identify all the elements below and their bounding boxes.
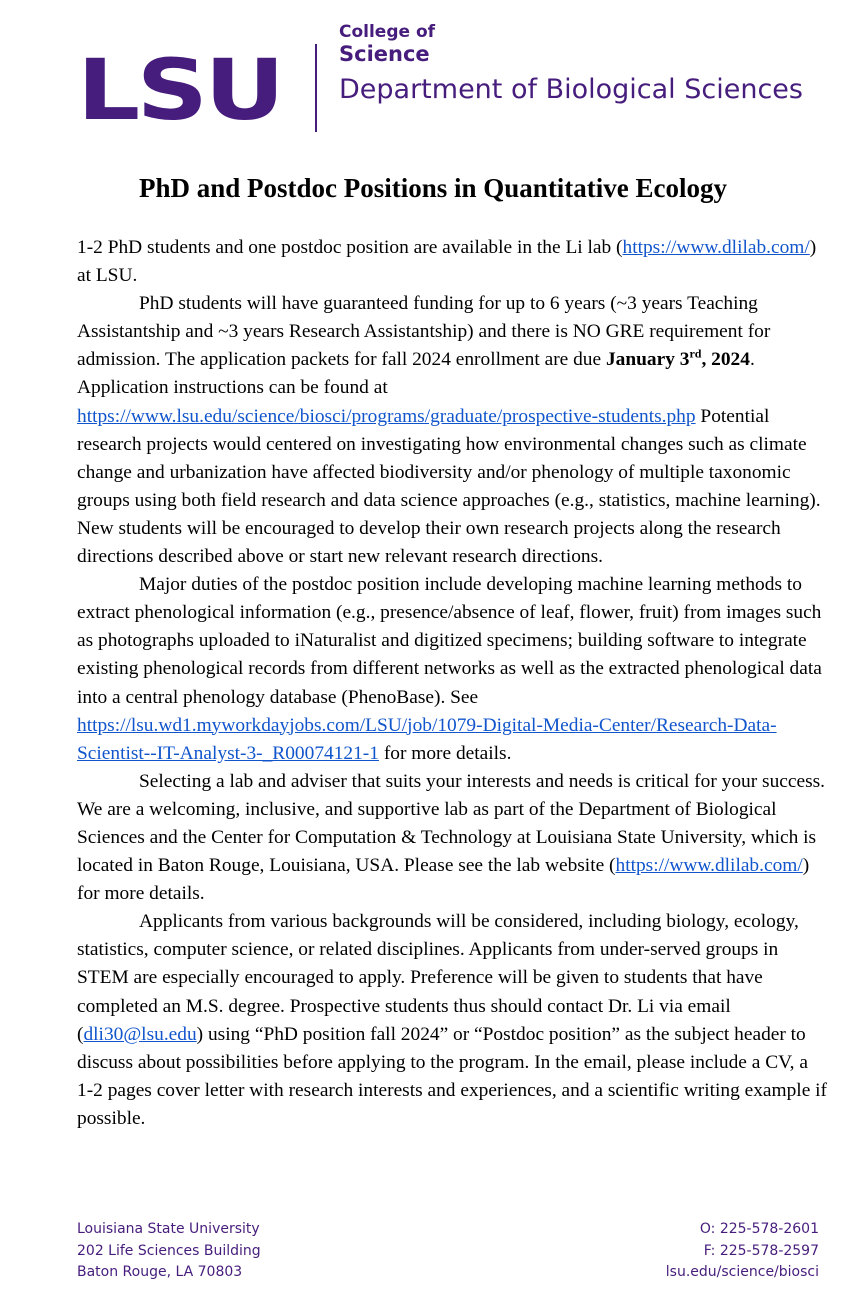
due-date-day: January 3: [605, 349, 690, 371]
email-link[interactable]: dli30@lsu.edu: [83, 1023, 197, 1045]
address-line2: 202 Life Sciences Building: [77, 1242, 261, 1259]
lab-website-link-2[interactable]: https://www.dlilab.com/: [615, 855, 803, 877]
letterhead: [77, 22, 837, 139]
footer-contact: [666, 1219, 819, 1284]
college-line2: Science: [339, 42, 430, 66]
paragraph-applicants: [77, 908, 827, 1133]
due-date-suffix: rd: [689, 346, 702, 361]
paragraph-phd: [77, 290, 827, 571]
para5-text-1: Applicants from various backgrounds will be considered, including biology, ecology, statistics, computer science, or related disciplines. Applicants from under-served groups in STEM are especially encouraged to apply. Preference will be given to students that have completed an M.S. degree. Prospective students thus should contact Dr. Li via email (: [77, 911, 799, 1045]
para4-text-2: ) for more details.: [77, 855, 810, 905]
logo-divider: [315, 44, 317, 132]
paragraph-lab: [77, 768, 827, 908]
para2-text-2: . Application instructions can be found at: [77, 349, 755, 399]
para3-text-2: for more details.: [378, 742, 512, 764]
footer-address: [77, 1219, 261, 1284]
para5-text-2: ) using “PhD position fall 2024” or “Postdoc position” as the subject header to discuss about possibilities before applying to the program. In the email, please include a CV, a 1-2 pages cover letter with research interests and experiences, and a scientific writing example if possible.: [77, 1023, 827, 1129]
phone-number: O: 225-578-2601: [699, 1221, 819, 1237]
para3-text-1: Major duties of the postdoc position include developing machine learning methods to extract phenological information (e.g., presence/absence of leaf, flower, fruit) from images such as photographs uploaded to iNaturalist and digitized specimens; building software to integrate existing phenological records from different networks as well as the extracted phenological data into a central phenology database (PhenoBase). See: [77, 574, 822, 708]
para1-text-2: ) at LSU.: [77, 237, 817, 287]
due-date-year: , 2024: [701, 349, 750, 371]
paragraph-postdoc: [77, 571, 827, 768]
application-instructions-link[interactable]: https://www.lsu.edu/science/biosci/programs/graduate/prospective-students.php: [77, 405, 696, 427]
fax-number: F: 225-578-2597: [703, 1242, 819, 1259]
address-line1: Louisiana State University: [77, 1221, 260, 1237]
page-title: PhD and Postdoc Positions in Quantitative Ecology: [138, 173, 728, 203]
department-name: Department of Biological Sciences: [339, 74, 803, 105]
para2-text-3: Potential research projects would centered on investigating how environmental changes such as climate change and urbanization have affected biodiversity and/or phenology of multiple taxonomic groups using both field research and data science approaches (e.g., statistics, machine learning). New students will be encouraged to develop their own research projects along the research directions described above or start new relevant research directions.: [77, 405, 821, 568]
para4-text-1: Selecting a lab and adviser that suits your interests and needs is critical for your success. We are a welcoming, inclusive, and supportive lab as part of the Department of Biological Sciences and the Center for Computation & Technology at Louisiana State University, which is located in Baton Rouge, Louisiana, USA. Please see the lab website (: [77, 770, 826, 877]
address-line3: Baton Rouge, LA 70803: [77, 1264, 243, 1280]
document-body: [77, 234, 827, 1133]
para2-text-1: PhD students will have guaranteed funding for up to 6 years (~3 years Teaching Assistantship and ~3 years Research Assistantship) and there is NO GRE requirement for admission. The application packets for fall 2024 enrollment are due: [77, 293, 771, 371]
lab-website-link[interactable]: https://www.dlilab.com/: [622, 237, 810, 258]
department-website: lsu.edu/science/biosci: [665, 1264, 819, 1280]
paragraph-intro: [77, 234, 827, 290]
postdoc-job-link[interactable]: https://lsu.wd1.myworkdayjobs.com/LSU/job/1079-Digital-Media-Center/Research-Data-Scientist--IT-Analyst-3-_R00074121-1: [77, 714, 777, 764]
para1-text-1: 1-2 PhD students and one postdoc position are available in the Li lab (: [77, 237, 623, 258]
due-date: [605, 346, 750, 371]
lsu-logo: LSU: [77, 41, 282, 139]
college-line1: College of: [339, 22, 436, 42]
